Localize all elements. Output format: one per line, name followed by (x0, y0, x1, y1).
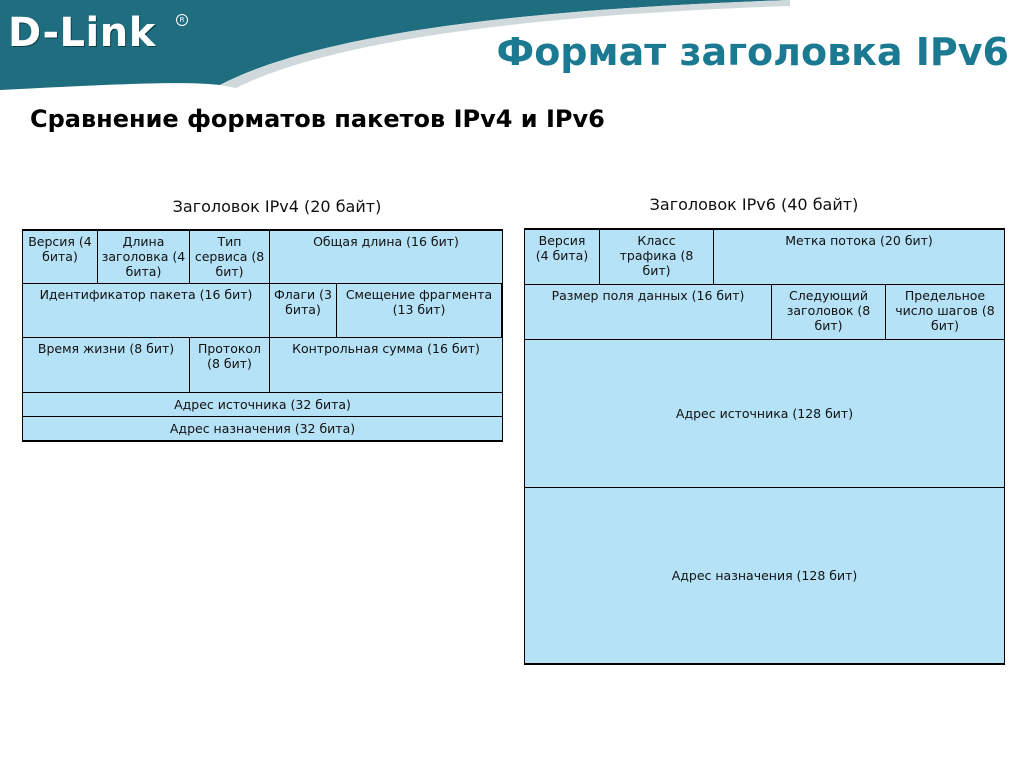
ipv6-traffic-class: Класс трафика (8 бит) (599, 228, 714, 285)
ipv4-version: Версия (4 бита) (22, 229, 98, 284)
slide-title: Формат заголовка IPv6 (496, 30, 1009, 74)
registered-icon: R (176, 14, 188, 26)
ipv6-destination-address: Адрес назначения (128 бит) (524, 487, 1005, 665)
ipv4-fragment-offset: Смещение фрагмента (13 бит) (336, 283, 503, 338)
ipv4-identification: Идентификатор пакета (16 бит) (22, 283, 270, 338)
dlink-logo: D-Link (8, 10, 156, 56)
ipv4-caption: Заголовок IPv4 (20 байт) (172, 197, 382, 216)
ipv4-protocol: Протокол (8 бит) (189, 337, 270, 393)
ipv4-tos: Тип сервиса (8 бит) (189, 229, 270, 284)
ipv4-destination-address: Адрес назначения (32 бита) (22, 416, 503, 442)
ipv6-hop-limit: Предельное число шагов (8 бит) (885, 284, 1005, 340)
ipv4-total-length: Общая длина (16 бит) (269, 229, 503, 284)
ipv4-checksum: Контрольная сумма (16 бит) (269, 337, 503, 393)
ipv6-version: Версия (4 бита) (524, 228, 600, 285)
ipv6-next-header: Следующий заголовок (8 бит) (771, 284, 886, 340)
ipv4-flags: Флаги (3 бита) (269, 283, 337, 338)
ipv6-source-address: Адрес источника (128 бит) (524, 339, 1005, 488)
ipv4-ttl: Время жизни (8 бит) (22, 337, 190, 393)
ipv6-caption: Заголовок IPv6 (40 байт) (649, 195, 859, 214)
ipv6-payload-length: Размер поля данных (16 бит) (524, 284, 772, 340)
ipv4-source-address: Адрес источника (32 бита) (22, 392, 503, 417)
ipv6-flow-label: Метка потока (20 бит) (713, 228, 1005, 285)
slide-subtitle: Сравнение форматов пакетов IPv4 и IPv6 (30, 105, 605, 133)
ipv4-ihl: Длина заголовка (4 бита) (97, 229, 190, 284)
